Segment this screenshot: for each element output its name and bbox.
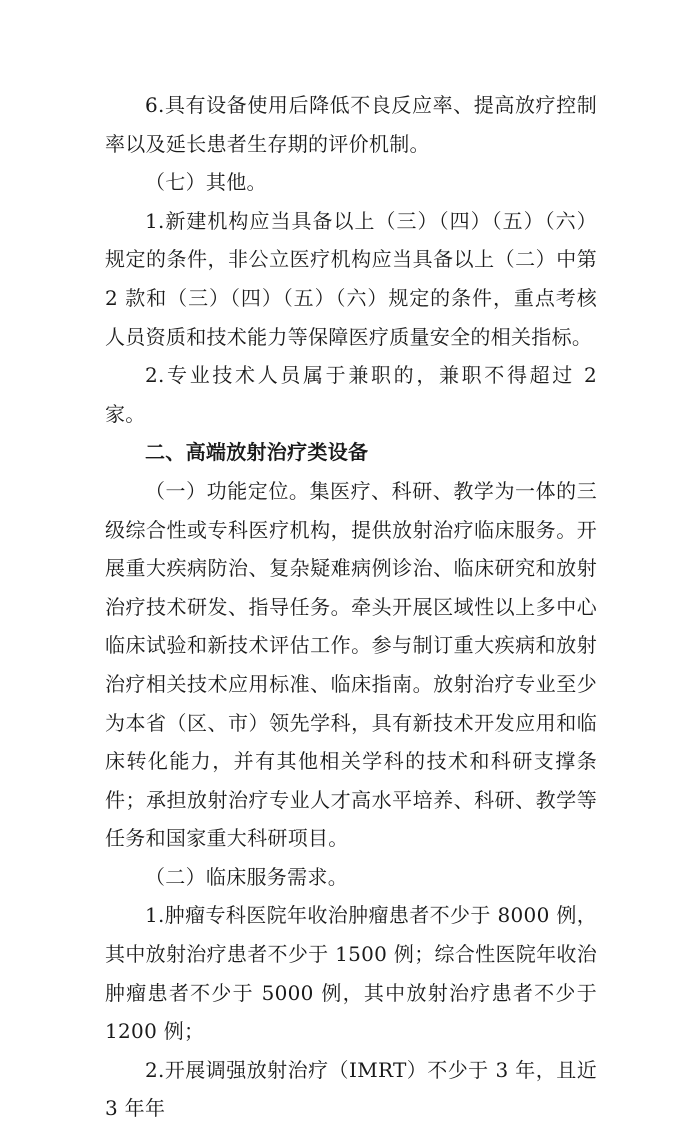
section-clinical-service-demand: （二）临床服务需求。 bbox=[145, 864, 348, 889]
paragraph-imrt-experience: 2.开展调强放射治疗（IMRT）不少于 3 年，且近 3 年年 bbox=[105, 1057, 597, 1121]
paragraph-functional-positioning: （一）功能定位。集医疗、科研、教学为一体的三级综合性或专科医疗机构，提供放射治疗临床服务。开展重大疾病防治、复杂疑难病例诊治、临床研究和放射治疗技术研发、指导任务。牵头开展区域性以上多中心临床试验和新技术评估工作。参与制订重大疾病和放射治疗相关技术应用标准、临床指南。放射治疗专业至少为本省（区、市）领先学科，具有新技术开发应用和临床转化能力，并有其他相关学科的技术和科研支撑条件；承担放射治疗专业人才高水平培养、科研、教学等任务和国家重大科研项目。 bbox=[105, 478, 597, 851]
paragraph-patient-volume: 1.肿瘤专科医院年收治肿瘤患者不少于 8000 例，其中放射治疗患者不少于 1500 例；综合性医院年收治肿瘤患者不少于 5000 例，其中放射治疗患者不少于 1200 例； bbox=[105, 903, 597, 1044]
paragraph-part-time-staff: 2.专业技术人员属于兼职的，兼职不得超过 2 家。 bbox=[105, 363, 597, 426]
section-heading-high-end-radiotherapy: 二、高端放射治疗类设备 bbox=[145, 440, 369, 465]
document-body bbox=[105, 86, 597, 1128]
paragraph-evaluation-mechanism: 6.具有设备使用后降低不良反应率、提高放疗控制率以及延长患者生存期的评价机制。 bbox=[105, 93, 597, 156]
section-other-heading: （七）其他。 bbox=[145, 170, 267, 195]
paragraph-new-institution-requirements: 1.新建机构应当具备以上（三）（四）（五）（六）规定的条件，非公立医疗机构应当具备以上（二）中第 2 款和（三）（四）（五）（六）规定的条件，重点考核人员资质和技术能力等保障医疗质量安全的相关指标。 bbox=[105, 208, 597, 349]
